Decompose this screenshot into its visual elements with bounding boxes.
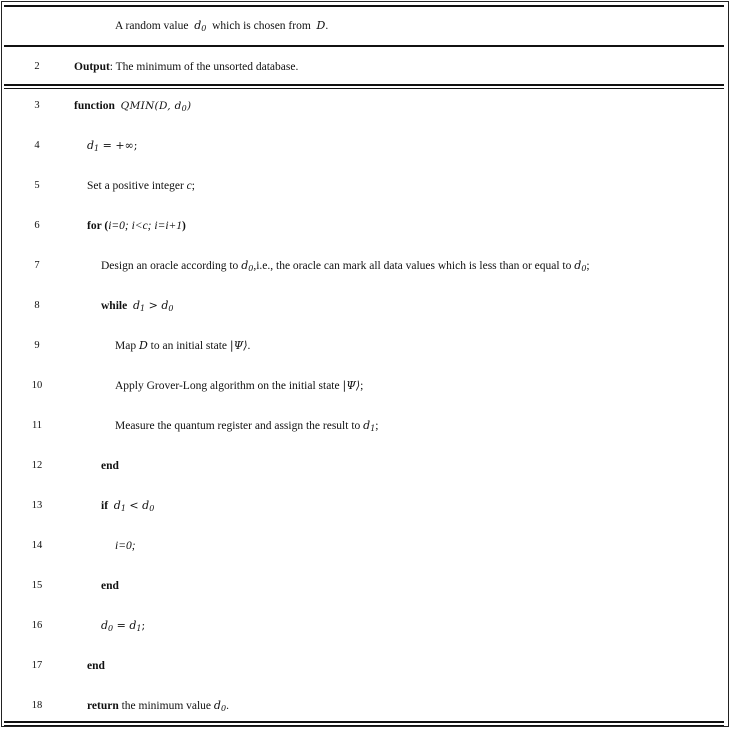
code-line-17	[0, 655, 726, 677]
return-keyword: return	[87, 700, 119, 712]
line-text: i=0;	[115, 540, 136, 552]
line-number: 6	[34, 220, 40, 231]
line-text: Measure the quantum register and assign the result to	[115, 420, 364, 432]
code-line-14	[0, 535, 726, 557]
math-var: D	[138, 339, 148, 352]
code-line-18: 18 return the minimum value $d_0$.	[0, 695, 726, 717]
for-condition: i=0; i<c; i=i+1	[108, 220, 183, 232]
var-c: c	[186, 180, 192, 192]
line-number: 3	[34, 100, 40, 111]
math-var: $d_0$	[574, 259, 587, 273]
code-line-3	[0, 95, 726, 117]
function-signature: QMIN(D, $d_0$)	[120, 100, 192, 113]
code-line-12	[0, 455, 726, 477]
bottom-rule-top	[4, 721, 724, 723]
output-rule-bottom	[4, 88, 724, 89]
line-number: 13	[31, 500, 43, 511]
line-text: to an initial state	[147, 340, 230, 352]
code-line-6: 6 for (i=0; i<c; i=i+1)	[0, 215, 726, 237]
for-keyword: for	[87, 220, 102, 232]
code-line-15	[0, 575, 726, 597]
code-line-7: 7 Design an oracle according to $d_0,i.e$., the oracle can mark all data values which is less than or equal to $d_0$;	[0, 255, 726, 277]
math-var: $d_1$	[363, 419, 376, 433]
code-line-5: 5 Set a positive integer c;	[0, 175, 726, 197]
line-text: Map	[115, 340, 139, 352]
output-rule-top	[4, 84, 724, 86]
code-line-9: 9 Map D to an initial state |Ψ⟩.	[0, 335, 726, 357]
line-number: 16	[31, 620, 43, 631]
line-number: 17	[31, 660, 43, 671]
code-line-4	[0, 135, 726, 157]
line-number: 5	[34, 180, 40, 191]
output-label: Output	[74, 61, 110, 73]
math-expr: $d_0 = d_1$;	[101, 619, 146, 633]
line-number: 8	[34, 300, 40, 311]
line-text: Design an oracle according to	[101, 260, 242, 272]
input-row: A random value $d_0$ which is chosen from D.	[115, 19, 329, 33]
line-number: 18	[31, 700, 43, 711]
math-var: $d_0$	[241, 259, 254, 273]
top-rule	[4, 5, 724, 7]
while-keyword: while	[101, 300, 128, 312]
line-number: 2	[34, 61, 40, 72]
line-number: 7	[34, 260, 40, 271]
line-number: 12	[31, 460, 43, 471]
ket-psi: |Ψ⟩	[229, 339, 248, 352]
if-keyword: if	[101, 500, 109, 512]
math-expr: $d_1$ = +∞;	[87, 139, 138, 153]
line-number: 11	[31, 420, 43, 431]
line-text: Set a positive integer	[87, 180, 187, 192]
bottom-rule-bottom	[4, 725, 724, 726]
code-line-11: 11 Measure the quantum register and assign the result to $d_1$;	[0, 415, 726, 437]
math-var: $d_0$	[213, 699, 227, 713]
end-keyword: end	[101, 580, 119, 592]
input-rule	[4, 45, 724, 47]
code-line-16	[0, 615, 726, 637]
line-text: Apply Grover-Long algorithm on the initial state	[115, 380, 343, 392]
function-keyword: function	[74, 100, 115, 112]
end-keyword: end	[101, 460, 119, 472]
code-line-10: 10 Apply Grover-Long algorithm on the initial state |Ψ⟩;	[0, 375, 726, 397]
output-text: : The minimum of the unsorted database.	[109, 61, 299, 73]
math-expr: $d_1 > d_0$	[132, 299, 174, 313]
line-number: 15	[31, 580, 43, 591]
line-number: 9	[34, 340, 40, 351]
end-keyword: end	[87, 660, 105, 672]
output-row	[0, 56, 726, 78]
code-line-13	[0, 495, 726, 517]
code-line-8	[0, 295, 726, 317]
line-number: 14	[31, 540, 43, 551]
ket-psi: |Ψ⟩	[342, 379, 361, 392]
input-text: A random value	[115, 20, 189, 32]
line-number: 4	[34, 140, 40, 151]
line-text: ,i.e., the oracle can mark all data values which is less than or equal to	[253, 260, 575, 272]
math-expr: $d_1 < d_0$	[113, 499, 155, 513]
line-number: 10	[31, 380, 43, 391]
line-text: the minimum value	[118, 700, 214, 712]
input-mid: which is chosen from	[212, 20, 311, 32]
input-var: $d_0$	[194, 19, 207, 33]
input-set: D	[316, 19, 326, 32]
